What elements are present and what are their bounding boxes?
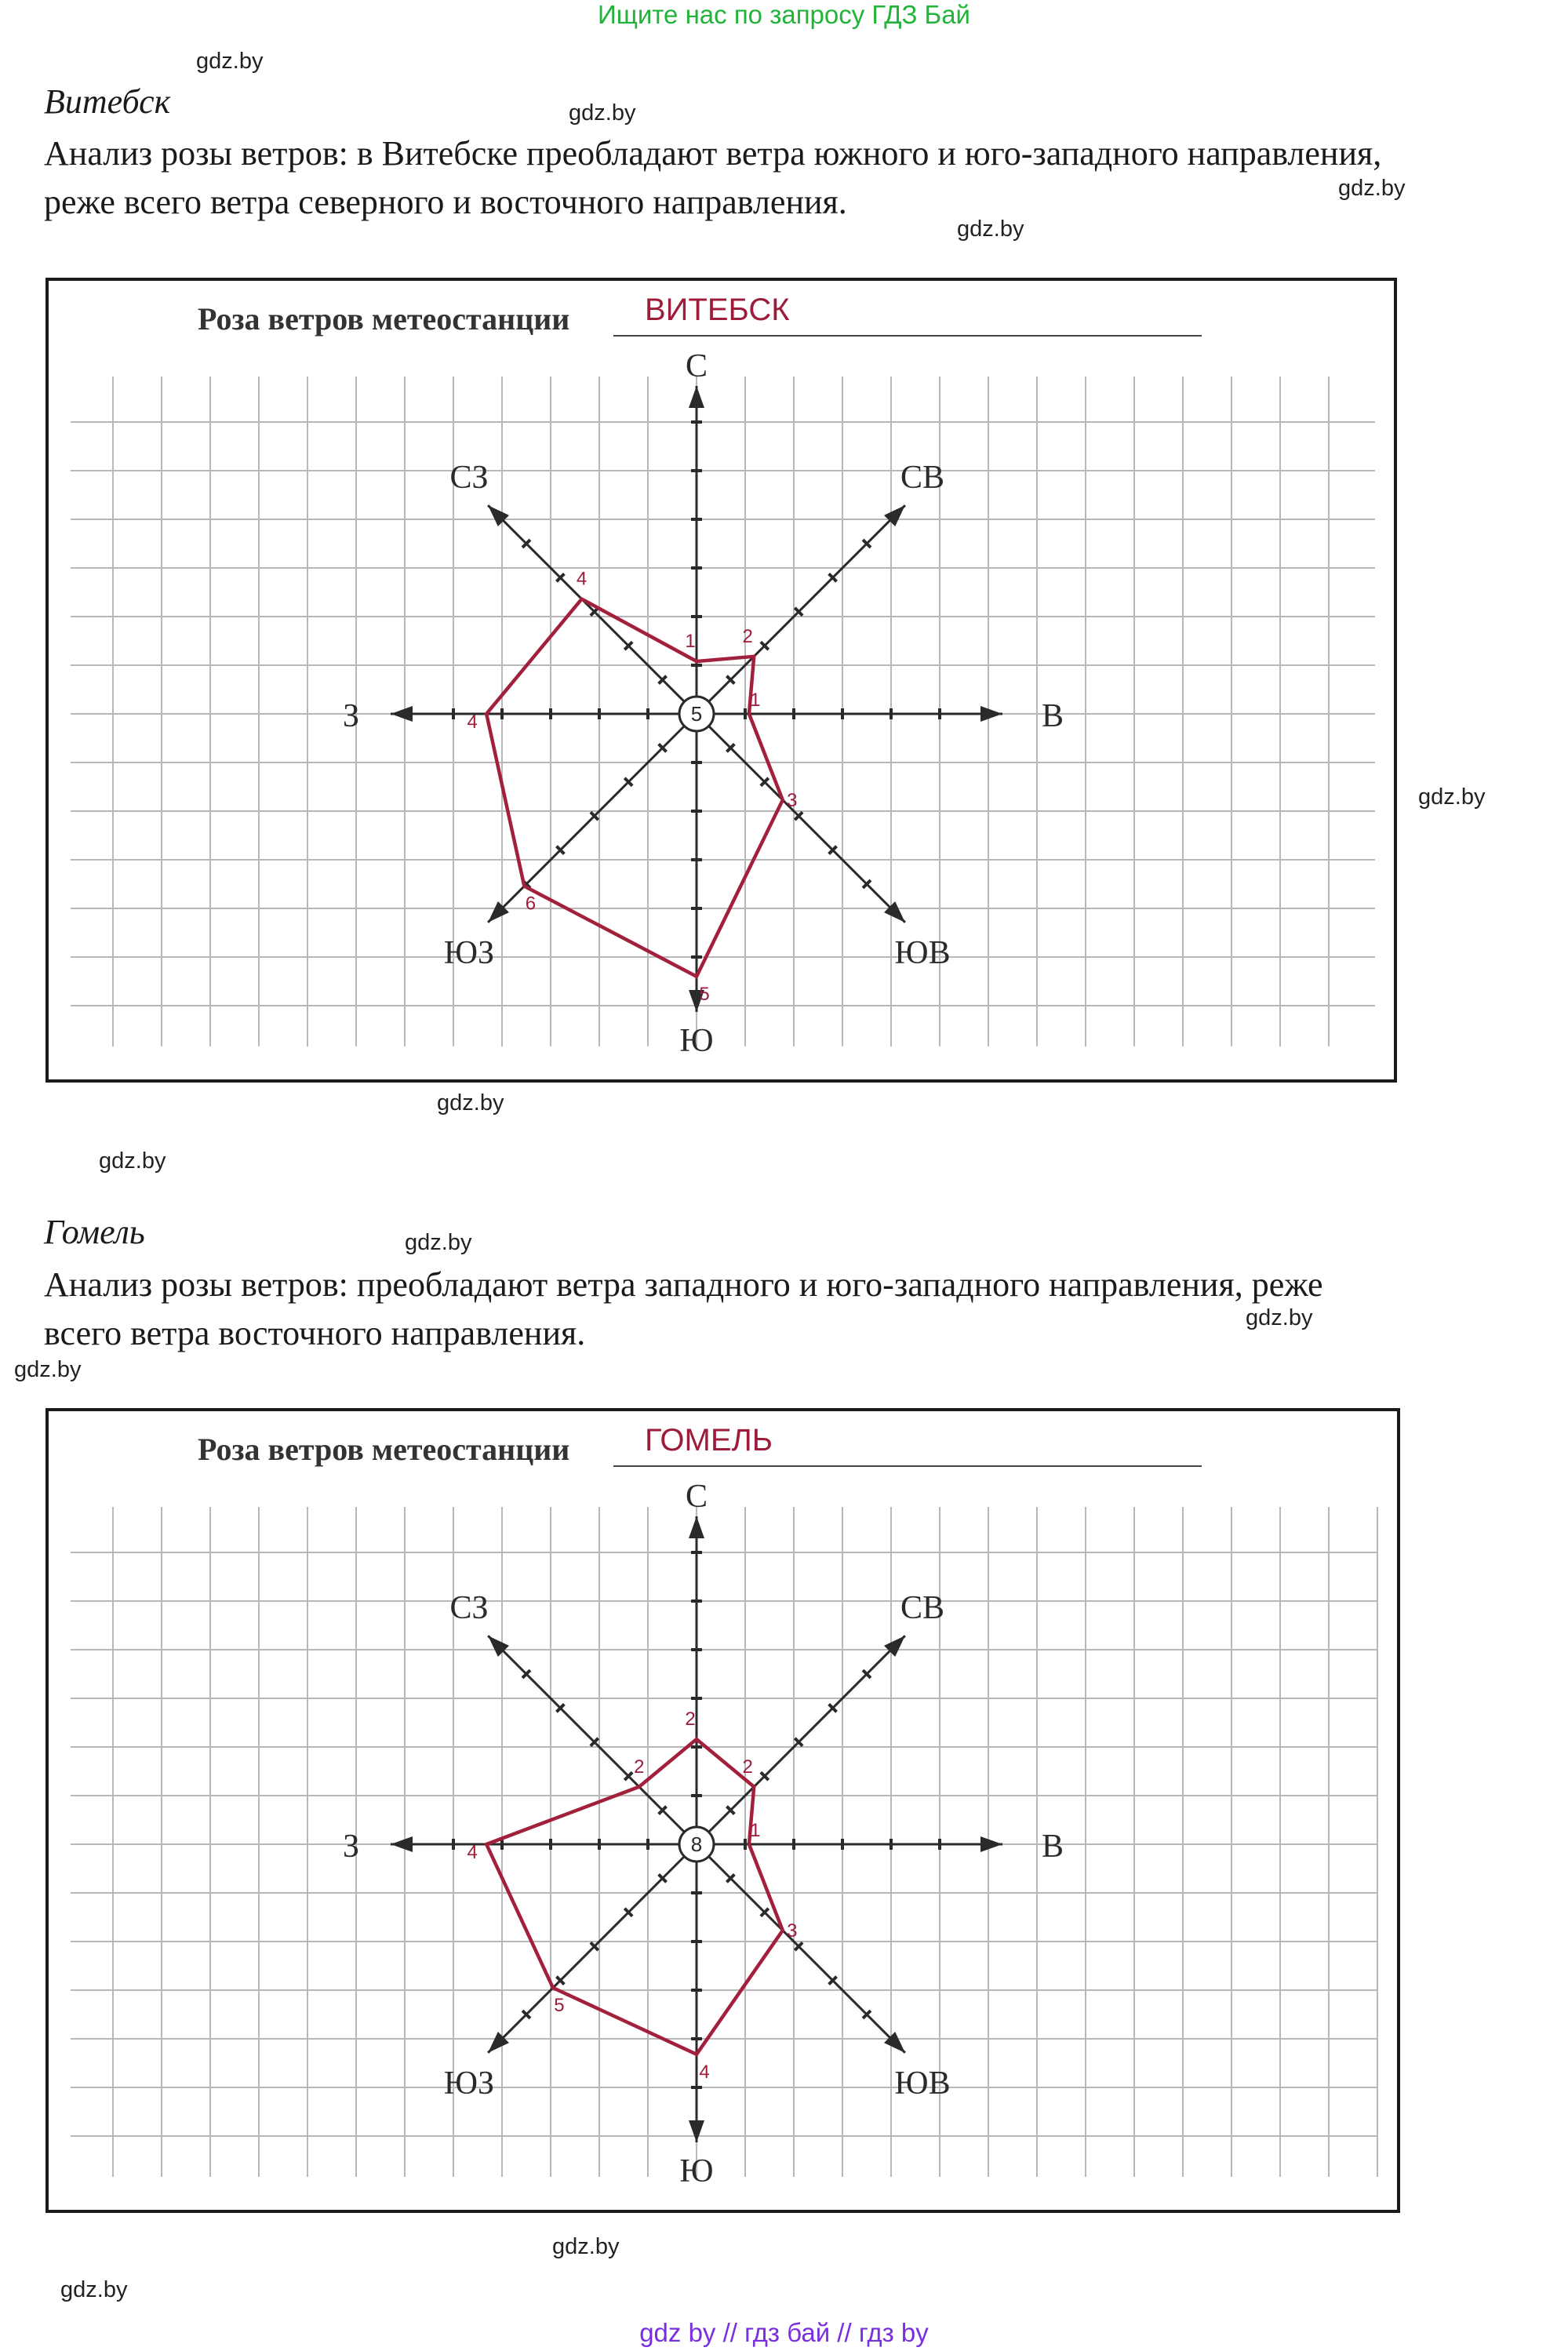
top-banner[interactable]: Ищите нас по запросу ГДЗ Бай — [598, 0, 970, 29]
axis-arrowhead — [391, 706, 413, 722]
watermark: gdz.by — [1338, 176, 1406, 201]
city-heading: Гомель — [44, 1213, 145, 1251]
value-label: 3 — [787, 1920, 798, 1942]
direction-label: Ю — [679, 1023, 714, 1059]
direction-label: СЗ — [449, 460, 489, 496]
analysis-line: всего ветра восточного направления. — [44, 1314, 586, 1352]
axis-arrowhead — [980, 706, 1002, 722]
watermark: gdz.by — [957, 217, 1024, 242]
watermark: gdz.by — [196, 49, 264, 74]
station-name: ГОМЕЛЬ — [645, 1423, 773, 1458]
chart-title: Роза ветров метеостанции — [198, 301, 570, 337]
value-label: 4 — [467, 711, 478, 733]
axis-line — [488, 1636, 697, 1844]
value-label: 4 — [699, 2061, 710, 2083]
direction-label: В — [1042, 1829, 1064, 1865]
city-heading: Витебск — [44, 82, 171, 121]
direction-label: СВ — [900, 460, 945, 496]
axis-arrowhead — [980, 1836, 1002, 1852]
direction-label: С — [685, 1479, 708, 1515]
footer-links[interactable]: gdz by // гдз бай // гдз by — [639, 2318, 929, 2347]
analysis-paragraph — [44, 129, 1381, 227]
value-label: 4 — [467, 1842, 478, 1863]
station-name: ВИТЕБСК — [645, 293, 790, 327]
axis-line — [488, 714, 697, 923]
axis-arrowhead — [391, 1836, 413, 1852]
direction-label: ЮВ — [894, 2065, 951, 2102]
wind-rose-line — [486, 1739, 783, 2054]
axis-line — [697, 1844, 905, 2053]
value-label: 2 — [685, 1709, 696, 1730]
wind-rose-svg — [49, 281, 1394, 1079]
axis-arrowhead — [689, 1516, 704, 1538]
analysis-line: Анализ розы ветров: в Витебске преобладают ветра южного и юго-западного направления, — [44, 134, 1382, 173]
value-label: 1 — [685, 631, 696, 653]
direction-label: В — [1042, 698, 1064, 734]
analysis-line: Анализ розы ветров: преобладают ветра западного и юго-западного направления, реже — [44, 1265, 1323, 1304]
axis-line — [488, 1844, 697, 2053]
value-label: 1 — [750, 690, 761, 711]
calm-value-label: 5 — [690, 702, 703, 726]
value-label: 5 — [554, 1995, 565, 2017]
analysis-line: реже всего ветра северного и восточного направления. — [44, 183, 847, 221]
axis-line — [488, 505, 697, 714]
axis-line — [697, 505, 905, 714]
watermark: gdz.by — [1418, 784, 1486, 810]
direction-label: ЮЗ — [443, 2065, 495, 2102]
axis-arrowhead — [689, 2120, 704, 2142]
direction-label: СЗ — [449, 1590, 489, 1626]
axis-arrowhead — [689, 386, 704, 408]
watermark: gdz.by — [14, 1357, 82, 1382]
axis-line — [697, 714, 905, 923]
value-label: 2 — [742, 625, 753, 647]
analysis-paragraph — [44, 1261, 1323, 1358]
wind-rose-svg — [49, 1411, 1397, 2210]
value-label: 4 — [576, 568, 588, 590]
watermark: gdz.by — [437, 1090, 504, 1115]
value-label: 6 — [525, 893, 537, 915]
watermark: gdz.by — [1246, 1305, 1313, 1330]
value-label: 1 — [750, 1820, 761, 1841]
watermark: gdz.by — [99, 1148, 166, 1174]
direction-label: Ю — [679, 2153, 714, 2189]
direction-label: СВ — [900, 1590, 945, 1626]
wind-rose-chart — [45, 1408, 1400, 2213]
watermark: gdz.by — [405, 1230, 472, 1255]
chart-title: Роза ветров метеостанции — [198, 1432, 570, 1467]
watermark: gdz.by — [569, 100, 636, 126]
direction-label: ЮВ — [894, 935, 951, 971]
wind-rose-line — [486, 599, 783, 977]
direction-label: З — [342, 1829, 359, 1865]
watermark: gdz.by — [552, 2234, 620, 2259]
wind-rose-chart — [45, 278, 1397, 1083]
watermark: gdz.by — [60, 2277, 128, 2302]
value-label: 3 — [787, 789, 798, 811]
calm-value-label: 8 — [690, 1832, 703, 1856]
value-label: 2 — [634, 1756, 645, 1778]
direction-label: ЮЗ — [443, 935, 495, 971]
direction-label: С — [685, 348, 708, 384]
value-label: 5 — [699, 983, 710, 1005]
value-label: 2 — [742, 1756, 753, 1778]
direction-label: З — [342, 698, 359, 734]
axis-line — [697, 1636, 905, 1844]
